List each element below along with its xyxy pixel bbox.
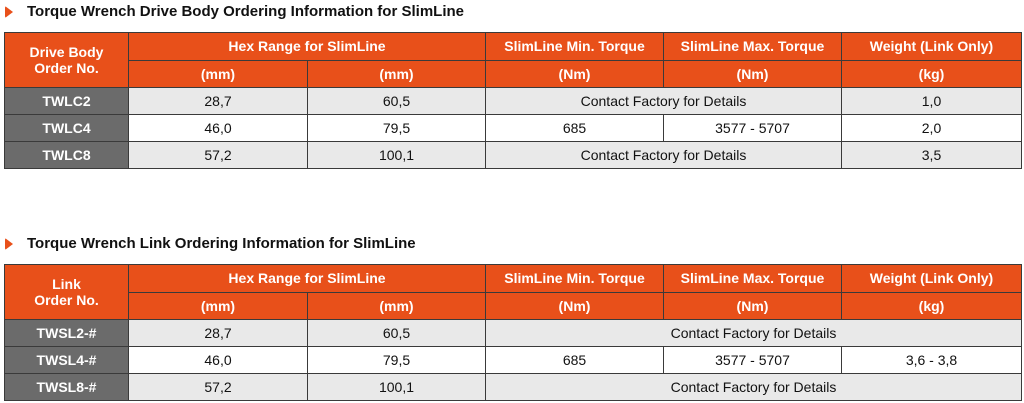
hex-max-value: 60,5 xyxy=(308,320,486,347)
order-number: TWLC2 xyxy=(5,88,129,115)
table-row xyxy=(5,142,1022,169)
table-row xyxy=(5,374,1022,401)
weight-unit: (kg) xyxy=(842,61,1022,88)
hex-min-value: 57,2 xyxy=(129,142,308,169)
weight-value: 3,5 xyxy=(842,142,1022,169)
weight-value: 2,0 xyxy=(842,115,1022,142)
details-note: Contact Factory for Details xyxy=(486,320,1022,347)
hex-range-header: Hex Range for SlimLine xyxy=(129,265,486,293)
section-title-text: Torque Wrench Link Ordering Information for SlimLine xyxy=(27,235,416,252)
table-row xyxy=(5,115,1022,142)
section-title-text: Torque Wrench Drive Body Ordering Information for SlimLine xyxy=(27,3,464,20)
min-torque-header: SlimLine Min. Torque xyxy=(486,265,664,293)
order-number: TWSL4-# xyxy=(5,347,129,374)
hex-max-value: 60,5 xyxy=(308,88,486,115)
hex-min-unit: (mm) xyxy=(129,61,308,88)
table-unit-row xyxy=(5,293,1022,320)
orange-arrow-icon xyxy=(5,238,13,250)
orange-arrow-icon xyxy=(5,6,13,18)
section-title-link xyxy=(5,235,416,252)
max-torque-unit: (Nm) xyxy=(664,293,842,320)
max-torque-unit: (Nm) xyxy=(664,61,842,88)
table-header-row xyxy=(5,33,1022,61)
weight-value: 3,6 - 3,8 xyxy=(842,347,1022,374)
hex-max-value: 79,5 xyxy=(308,115,486,142)
drive-body-table xyxy=(4,32,1022,169)
order-number: TWSL8-# xyxy=(5,374,129,401)
torque-note: Contact Factory for Details xyxy=(486,142,842,169)
hex-max-unit: (mm) xyxy=(308,293,486,320)
min-torque-value: 685 xyxy=(486,347,664,374)
table-row xyxy=(5,88,1022,115)
torque-note: Contact Factory for Details xyxy=(486,88,842,115)
table-header-row xyxy=(5,265,1022,293)
max-torque-header: SlimLine Max. Torque xyxy=(664,265,842,293)
order-no-header: Link Order No. xyxy=(5,265,129,320)
hex-range-header: Hex Range for SlimLine xyxy=(129,33,486,61)
table-unit-row xyxy=(5,61,1022,88)
section-title-drive-body xyxy=(5,3,464,20)
hex-min-value: 28,7 xyxy=(129,320,308,347)
min-torque-header: SlimLine Min. Torque xyxy=(486,33,664,61)
table-row xyxy=(5,347,1022,374)
weight-value: 1,0 xyxy=(842,88,1022,115)
weight-unit: (kg) xyxy=(842,293,1022,320)
hex-max-value: 100,1 xyxy=(308,142,486,169)
hex-min-value: 46,0 xyxy=(129,347,308,374)
order-no-header: Drive Body Order No. xyxy=(5,33,129,88)
max-torque-header: SlimLine Max. Torque xyxy=(664,33,842,61)
hex-min-value: 28,7 xyxy=(129,88,308,115)
min-torque-unit: (Nm) xyxy=(486,61,664,88)
weight-header: Weight (Link Only) xyxy=(842,265,1022,293)
hex-max-unit: (mm) xyxy=(308,61,486,88)
hex-min-value: 46,0 xyxy=(129,115,308,142)
hex-min-value: 57,2 xyxy=(129,374,308,401)
min-torque-value: 685 xyxy=(486,115,664,142)
weight-header: Weight (Link Only) xyxy=(842,33,1022,61)
max-torque-value: 3577 - 5707 xyxy=(664,347,842,374)
hex-max-value: 79,5 xyxy=(308,347,486,374)
order-number: TWLC8 xyxy=(5,142,129,169)
hex-min-unit: (mm) xyxy=(129,293,308,320)
max-torque-value: 3577 - 5707 xyxy=(664,115,842,142)
table-row xyxy=(5,320,1022,347)
hex-max-value: 100,1 xyxy=(308,374,486,401)
min-torque-unit: (Nm) xyxy=(486,293,664,320)
link-table xyxy=(4,264,1022,401)
details-note: Contact Factory for Details xyxy=(486,374,1022,401)
order-number: TWLC4 xyxy=(5,115,129,142)
order-number: TWSL2-# xyxy=(5,320,129,347)
